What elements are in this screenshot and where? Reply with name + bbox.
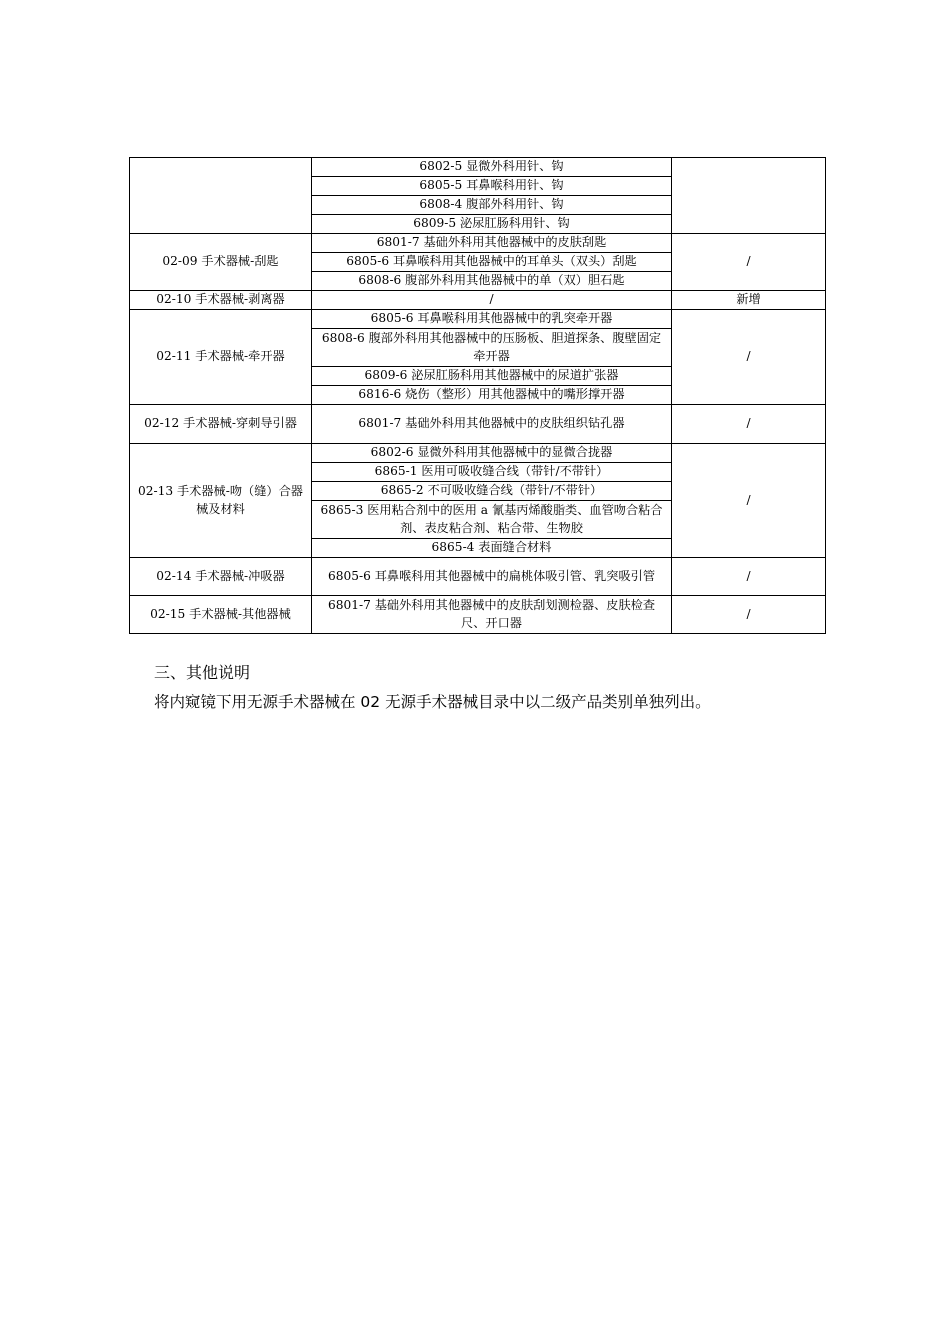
category-cell: 02-11 手术器械-牵开器: [130, 310, 312, 405]
remark-cell: /: [672, 405, 826, 444]
table-row: [130, 291, 826, 310]
section-paragraph: 将内窥镜下用无源手术器械在 02 无源手术器械目录中以二级产品类别单独列出。: [154, 693, 711, 711]
category-cell: 02-10 手术器械-剥离器: [130, 291, 312, 310]
category-cell: 02-14 手术器械-冲吸器: [130, 558, 312, 596]
item-cell: 6802-5 显微外科用针、钩: [312, 158, 672, 177]
remark-cell: /: [672, 444, 826, 558]
item-cell: 6865-1 医用可吸收缝合线（带针/不带针）: [312, 463, 672, 482]
remark-cell: 新增: [672, 291, 826, 310]
remark-cell: /: [672, 234, 826, 291]
item-cell: 6801-7 基础外科用其他器械中的皮肤组织钻孔器: [312, 405, 672, 444]
item-cell: 6805-6 耳鼻喉科用其他器械中的乳突牵开器: [312, 310, 672, 329]
item-cell: 6805-6 耳鼻喉科用其他器械中的耳单头（双头）刮匙: [312, 253, 672, 272]
table-row: [130, 596, 826, 634]
remark-cell: /: [672, 310, 826, 405]
item-cell: 6865-4 表面缝合材料: [312, 539, 672, 558]
item-cell: 6816-6 烧伤（整形）用其他器械中的嘴形撑开器: [312, 386, 672, 405]
item-cell: 6865-2 不可吸收缝合线（带针/不带针）: [312, 482, 672, 501]
table-row: [130, 310, 826, 329]
item-cell: 6808-4 腹部外科用针、钩: [312, 196, 672, 215]
item-cell: 6802-6 显微外科用其他器械中的显微合拢器: [312, 444, 672, 463]
item-cell: 6809-5 泌尿肛肠科用针、钩: [312, 215, 672, 234]
category-cell: [130, 158, 312, 234]
category-cell: 02-15 手术器械-其他器械: [130, 596, 312, 634]
table-row: [130, 158, 826, 177]
item-cell: 6809-6 泌尿肛肠科用其他器械中的尿道扩张器: [312, 367, 672, 386]
item-cell: 6801-7 基础外科用其他器械中的皮肤刮划测检器、皮肤检查尺、开口器: [312, 596, 672, 634]
item-cell: 6805-5 耳鼻喉科用针、钩: [312, 177, 672, 196]
item-cell: 6805-6 耳鼻喉科用其他器械中的扁桃体吸引管、乳突吸引管: [312, 558, 672, 596]
section-heading: 三、其他说明: [154, 663, 251, 682]
category-cell: 02-13 手术器械-吻（缝）合器械及材料: [130, 444, 312, 558]
catalog-table: [129, 157, 826, 634]
item-cell: 6808-6 腹部外科用其他器械中的单（双）胆石匙: [312, 272, 672, 291]
table-row: [130, 405, 826, 444]
item-cell: 6808-6 腹部外科用其他器械中的压肠板、胆道探条、腹壁固定牵开器: [312, 329, 672, 367]
item-cell: /: [312, 291, 672, 310]
remark-cell: [672, 158, 826, 234]
remark-cell: /: [672, 558, 826, 596]
category-cell: 02-12 手术器械-穿刺导引器: [130, 405, 312, 444]
remark-cell: /: [672, 596, 826, 634]
table-row: [130, 558, 826, 596]
table-row: [130, 444, 826, 463]
category-cell: 02-09 手术器械-刮匙: [130, 234, 312, 291]
item-cell: 6801-7 基础外科用其他器械中的皮肤刮匙: [312, 234, 672, 253]
table-row: [130, 234, 826, 253]
item-cell: 6865-3 医用粘合剂中的医用 a 氰基丙烯酸脂类、血管吻合粘合剂、表皮粘合剂、粘合带、生物胶: [312, 501, 672, 539]
